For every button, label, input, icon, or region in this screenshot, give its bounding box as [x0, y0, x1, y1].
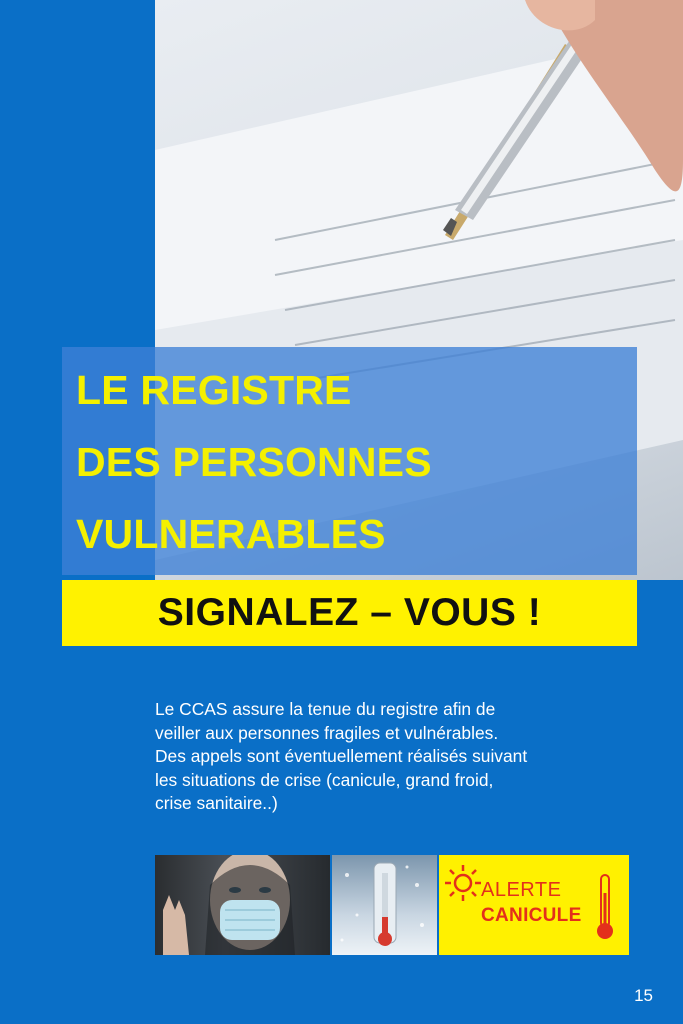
sun-icon: [443, 863, 483, 903]
title-line-3: VULNERABLES: [76, 511, 386, 557]
title-line-2: DES PERSONNES: [76, 439, 432, 485]
thermometer-photo: [332, 855, 437, 955]
signal-banner: [62, 580, 637, 646]
thermometer-icon: [594, 873, 616, 943]
description-line: les situations de crise (canicule, grand froid,: [155, 769, 494, 790]
description-paragraph: [155, 698, 625, 816]
heatwave-alert-panel: [439, 855, 629, 955]
description-line: crise sanitaire..): [155, 793, 278, 813]
title-line-1: LE REGISTRE: [76, 367, 352, 413]
page-number: 15: [634, 986, 653, 1005]
description-line: veiller aux personnes fragiles et vulnérables.: [155, 722, 499, 743]
alert-word: ALERTE: [481, 879, 562, 901]
heatwave-word: CANICULE: [481, 905, 582, 926]
signal-banner-text: SIGNALEZ – VOUS !: [157, 591, 542, 634]
description-line: Le CCAS assure la tenue du registre afin de: [155, 699, 496, 719]
mask-photo: [155, 855, 330, 955]
description-line: Des appels sont éventuellement réalisés suivant: [155, 746, 528, 766]
